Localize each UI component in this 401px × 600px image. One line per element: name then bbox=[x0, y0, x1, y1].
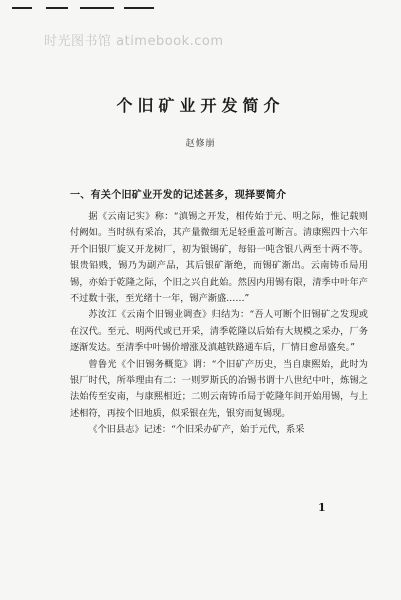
paragraph-1: 据《云南记实》称：“滇锡之开发，相传始于元、明之际，惟记载则付阙如。当时纵有采冶，其产量微细无足轻重盖可断言。清康熙四十六年开个旧银厂旋又开龙树厂，初为银锡矿，每铅一吨含银八两至十两不等。银贵铅贱，锡乃为副产品，其后银矿渐绝，而锡矿渐出。云南铸币局用锡，亦始于乾隆之际，个旧之兴自此始。然因内用锡有限，清季中叶年产不过数十张，至光绪十一年，锡产渐盛……” bbox=[70, 211, 368, 305]
document-author: 赵修崩 bbox=[185, 139, 216, 149]
body-text bbox=[70, 209, 368, 439]
top-rule-1 bbox=[12, 7, 32, 9]
paragraph-4: 《个旧县志》记述：“个旧采办矿产，始于元代，系采 bbox=[88, 424, 305, 436]
paragraph-2: 苏汝江《云南个旧锡业调查》归结为：“吾人可断个旧锡矿之发现或在汉代。至元、明两代或已开采，清季乾隆以后始有大规模之采办，厂务逐渐发达。至清季中叶锡价增涨及滇越铁路通车后，厂情日愈昂盛矣。” bbox=[70, 309, 368, 354]
page-number: 1 bbox=[318, 501, 326, 514]
watermark: 时光图书馆 atimebook.com bbox=[44, 34, 224, 49]
section-heading: 一、有关个旧矿业开发的记述甚多，现择要简介 bbox=[70, 190, 287, 201]
paragraph-3: 曾鲁光《个旧锡务概览》谓：“个旧矿产历史，当自康熙始，此时为银厂时代，所举理由有二：一则罗斯氏的冶锡书谓十八世纪中叶，炼锡之法始传至安南，与康熙相近；二则云南铸币局于乾隆年间开始用锡，与上述相符，再按个旧地质，似采银在先，银穷而复锡现。 bbox=[70, 358, 368, 419]
top-rule-3 bbox=[80, 7, 114, 9]
document-title: 个旧矿业开发简介 bbox=[116, 96, 285, 115]
top-rule-4 bbox=[124, 7, 154, 9]
top-rule-2 bbox=[46, 7, 68, 9]
